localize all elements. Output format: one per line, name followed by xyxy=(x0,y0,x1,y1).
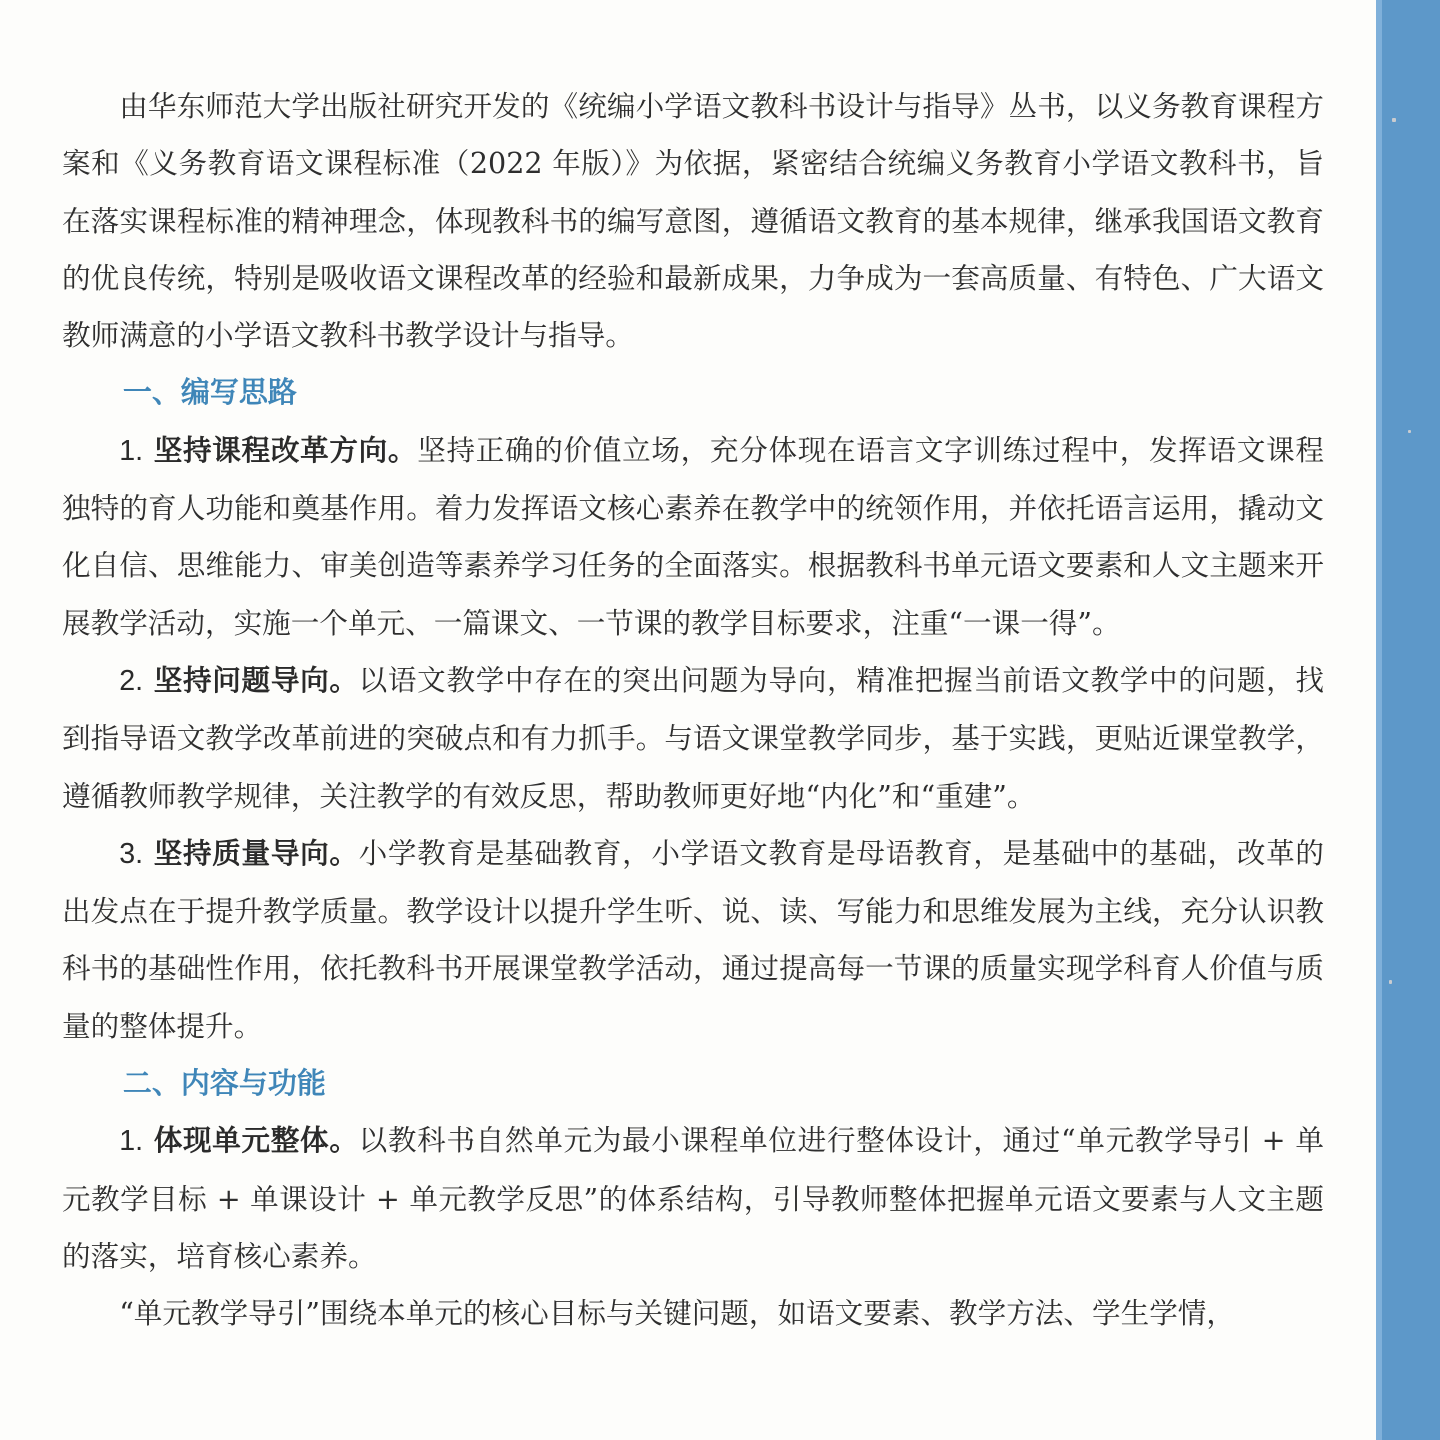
spine-highlight xyxy=(1376,0,1382,1440)
lead-text: 坚持问题导向。 xyxy=(153,662,359,697)
book-spine-edge xyxy=(1376,0,1440,1440)
paragraph-lead xyxy=(119,836,358,870)
scan-speck xyxy=(1408,430,1411,433)
page-text xyxy=(62,78,1324,1343)
lead-text: 坚持质量导向。 xyxy=(153,835,359,870)
intro-paragraph: 由华东师范大学出版社研究开发的《统编小学语文教科书设计与指导》丛书，以义务教育课程方案和《义务教育语文课程标准（2022 年版）》为依据，紧密结合统编义务教育小学语文教科书，旨在落实课程标准的精神理念，体现教科书的编写意图，遵循语文教育的基本规律，继承我国语文教育的优良传统，特别是吸收语文课程改革的经验和最新成果，力争成为一套高质量、有特色、广大语文教师满意的小学语文教科书教学设计与指导。 xyxy=(62,89,1324,353)
item-number: 2. xyxy=(119,664,144,697)
paragraph-lead xyxy=(119,663,358,697)
section-heading-writing-approach: 一、编写思路 xyxy=(122,375,297,410)
paragraph-problem-oriented xyxy=(62,652,1324,825)
paragraph-body: 小学教育是基础教育，小学语文教育是母语教育，是基础中的基础，改革的出发点在于提升教学质量。教学设计以提升学生听、说、读、写能力和思维发展为主线，充分认识教科书的基础性作用，依托教科书开展课堂教学活动，通过提高每一节课的质量实现学科育人价值与质量的整体提升。 xyxy=(62,835,1324,1043)
paragraph-unit-guide: “单元教学导引”围绕本单元的核心目标与关键问题，如语文要素、教学方法、学生学情， xyxy=(119,1296,1235,1331)
paragraph-body: 以教科书自然单元为最小课程单位进行整体设计，通过“单元教学导引 + 单元教学目标 + 单课设计 + 单元教学反思”的体系结构，引导教师整体把握单元语文要素与人文主题的落实，培育核心素养。 xyxy=(62,1123,1324,1273)
scan-speck xyxy=(1389,980,1392,984)
scan-speck xyxy=(1392,118,1396,122)
paragraph-body: 坚持正确的价值立场，充分体现在语言文字训练过程中，发挥语文课程独特的育人功能和奠基作用。着力发挥语文核心素养在教学中的统领作用，并依托语言运用，撬动文化自信、思维能力、审美创造等素养学习任务的全面落实。根据教科书单元语文要素和人文主题来开展教学活动，实施一个单元、一篇课文、一节课的教学目标要求，注重“一课一得”。 xyxy=(62,432,1324,640)
paragraph-unit-whole xyxy=(62,1112,1324,1285)
item-number: 1. xyxy=(119,1125,144,1158)
paragraph-body: 以语文教学中存在的突出问题为导向，精准把握当前语文教学中的问题，找到指导语文教学改革前进的突破点和有力抓手。与语文课堂教学同步，基于实践，更贴近课堂教学，遵循教师教学规律，关注教学的有效反思，帮助教师更好地“内化”和“重建”。 xyxy=(62,662,1324,813)
item-number: 3. xyxy=(119,837,144,870)
section-heading-content-function: 二、内容与功能 xyxy=(122,1066,326,1101)
lead-text: 体现单元整体。 xyxy=(153,1123,359,1158)
lead-text: 坚持课程改革方向。 xyxy=(153,432,418,467)
paragraph-quality-oriented xyxy=(62,825,1324,1055)
paragraph-lead xyxy=(119,433,417,467)
paragraph-lead xyxy=(119,1123,358,1157)
paragraph-curriculum-reform xyxy=(62,422,1324,652)
item-number: 1. xyxy=(119,434,144,467)
